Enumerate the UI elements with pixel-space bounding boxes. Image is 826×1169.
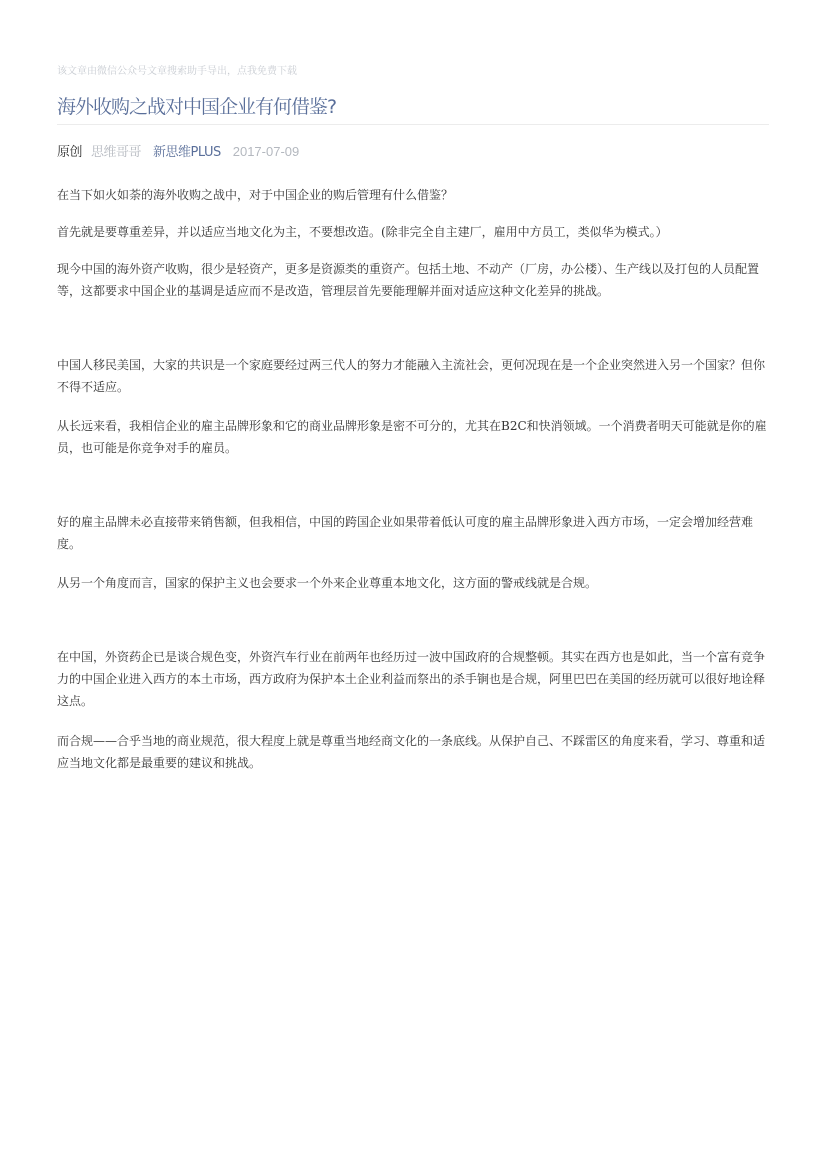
title-divider <box>57 124 769 125</box>
article-meta <box>57 141 299 160</box>
paragraph: 在当下如火如荼的海外收购之战中，对于中国企业的购后管理有什么借鉴？ <box>57 188 454 202</box>
paragraph: 而合规——合乎当地的商业规范，很大程度上就是尊重当地经商文化的一条底线。从保护自己、不踩雷区的角度来看，学习、尊重和适应当地文化都是最重要的建议和挑战。 <box>57 734 766 770</box>
account-link[interactable]: 新思维PLUS <box>153 145 221 160</box>
author-name: 思维哥哥 <box>91 145 142 160</box>
paragraph: 中国人移民美国，大家的共识是一个家庭要经过两三代人的努力才能融入主流社会，更何况现在是一个企业突然进入另一个国家？但你不得不适应。 <box>57 358 766 394</box>
original-label: 原创 <box>57 145 83 160</box>
paragraph: 从另一个角度而言，国家的保护主义也会要求一个外来企业尊重本地文化，这方面的警戒线就是合规。 <box>57 576 598 590</box>
article-title: 海外收购之战对中国企业有何借鉴? <box>57 96 337 118</box>
export-note-link[interactable]: 该文章由微信公众号文章搜索助手导出，点我免费下载 <box>57 66 297 77</box>
paragraph: 现今中国的海外资产收购，很少是轻资产，更多是资源类的重资产。包括土地、不动产（厂房，办公楼）、生产线以及打包的人员配置等，这都要求中国企业的基调是适应而不是改造，管理层首先要能理解并面对适应这种文化差异的挑战。 <box>57 262 760 298</box>
paragraph: 在中国，外资药企已是谈合规色变，外资汽车行业在前两年也经历过一波中国政府的合规整顿。其实在西方也是如此，当一个富有竞争力的中国企业进入西方的本土市场，西方政府为保护本土企业利益而祭出的杀手锏也是合规，阿里巴巴在美国的经历就可以很好地诠释这点。 <box>57 650 766 708</box>
publish-date: 2017-07-09 <box>232 144 300 159</box>
paragraph: 从长远来看，我相信企业的雇主品牌形象和它的商业品牌形象是密不可分的，尤其在B2C和快消领域。一个消费者明天可能就是你的雇员，也可能是你竞争对手的雇员。 <box>57 419 767 455</box>
paragraph: 好的雇主品牌未必直接带来销售额，但我相信，中国的跨国企业如果带着低认可度的雇主品牌形象进入西方市场，一定会增加经营难度。 <box>57 515 754 551</box>
paragraph: 首先就是要尊重差异，并以适应当地文化为主，不要想改造。(除非完全自主建厂，雇用中方员工，类似华为模式。） <box>57 225 668 239</box>
